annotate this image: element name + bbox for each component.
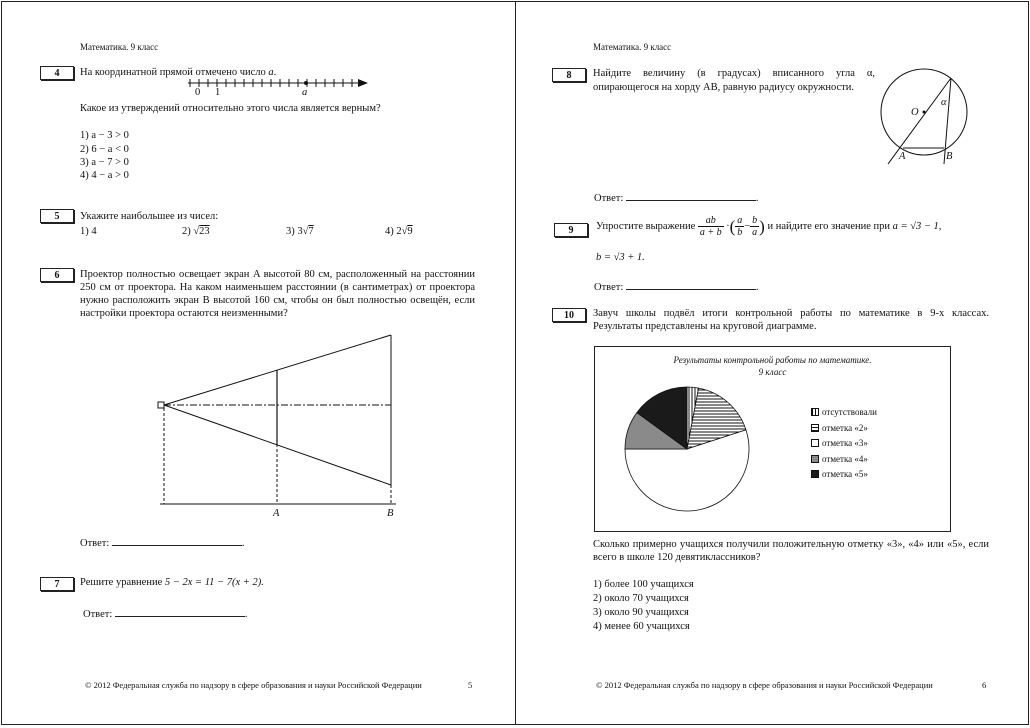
page-5 bbox=[1, 1, 516, 725]
number-line bbox=[182, 74, 372, 104]
q5-option-1: 1) 4 bbox=[80, 226, 97, 237]
page-header: Математика. 9 класс bbox=[80, 42, 159, 52]
page-footer: © 2012 Федеральная служба по надзору в сфере образования и науки Российской Федерации bbox=[596, 680, 933, 690]
q7-answer: Ответ: . bbox=[83, 606, 247, 621]
legend-label: отметка «2» bbox=[822, 422, 868, 433]
tick-label-0: 0 bbox=[195, 87, 201, 98]
question-number: 6 bbox=[40, 268, 74, 282]
question-number: 5 bbox=[40, 209, 74, 223]
page-number: 5 bbox=[468, 680, 473, 690]
fraction: $\frac{ab}{a + b}$ bbox=[699, 215, 722, 238]
q9-text: Упростите выражение $\frac{ab}{a + b}$ ·( $\frac{a}{b}$ − $\frac{b}{a}$ ) и найдите его значение при a = √3 − 1, bbox=[596, 215, 942, 238]
label-a: A bbox=[899, 151, 906, 162]
circle-diagram bbox=[876, 64, 976, 169]
q4-option-3: 3) a − 7 > 0 bbox=[80, 157, 129, 168]
legend-label: отметка «4» bbox=[822, 453, 868, 464]
chart-title: Результаты контрольной работы по математике. bbox=[673, 355, 872, 365]
question-number: 10 bbox=[552, 308, 586, 322]
q5-text: Укажите наибольшее из чисел: bbox=[80, 211, 219, 222]
q5-option-3: 3) 3√7 bbox=[286, 226, 314, 237]
legend-label: отметка «5» bbox=[822, 469, 868, 479]
projector-diagram bbox=[152, 332, 402, 522]
answer-field[interactable] bbox=[112, 535, 242, 546]
page-number: 6 bbox=[982, 680, 987, 690]
q10-question: Сколько примерно учащихся получили положительную отметку «3», «4» или «5», если всего в школе 120 девятиклассников? bbox=[593, 539, 989, 563]
q10-option-4: 4) менее 60 учащихся bbox=[593, 621, 690, 632]
page-header: Математика. 9 класс bbox=[593, 42, 672, 52]
q4-option-4: 4) 4 − a > 0 bbox=[80, 170, 129, 181]
legend-item bbox=[811, 454, 868, 465]
q9-answer: Ответ: . bbox=[594, 279, 758, 294]
legend-item bbox=[811, 438, 868, 449]
q10-option-1: 1) более 100 учащихся bbox=[593, 579, 694, 590]
q10-option-3: 3) около 90 учащихся bbox=[593, 607, 689, 618]
legend-swatch bbox=[811, 408, 819, 416]
page-6 bbox=[515, 1, 1029, 725]
q6-text: Проектор полностью освещает экран A высотой 80 см, расположенный на расстоянии 250 см от проектора. На каком наименьшем расстоянии (в сантиметрах) от проектора нужно расположить экран B высотой 160 см, чтобы он был полностью освещён, если настройки проектора остаются неизменными? bbox=[80, 269, 475, 319]
q8-answer: Ответ: . bbox=[594, 190, 758, 205]
label-o: O bbox=[911, 107, 919, 118]
q4-question: Какое из утверждений относительно этого числа является верным? bbox=[80, 103, 381, 114]
legend-swatch bbox=[811, 455, 819, 463]
answer-field[interactable] bbox=[626, 190, 756, 201]
legend-label: отметка «3» bbox=[822, 438, 868, 448]
legend-swatch bbox=[811, 470, 819, 478]
legend-item bbox=[811, 407, 877, 418]
question-number: 4 bbox=[40, 66, 74, 80]
tick-label-a: a bbox=[302, 87, 308, 98]
q7-text: Решите уравнение 5 − 2x = 11 − 7(x + 2). bbox=[80, 577, 264, 588]
answer-field[interactable] bbox=[626, 279, 756, 290]
label-b: B bbox=[946, 151, 953, 162]
fraction: $\frac{b}{a}$ bbox=[752, 215, 758, 238]
legend-swatch bbox=[811, 439, 819, 447]
label-screen-b: B bbox=[387, 508, 394, 519]
q8-text: Найдите величину (в градусах) вписанного угла α, опирающегося на хорду AB, равную радиусу окружности. bbox=[593, 68, 875, 93]
question-number: 8 bbox=[552, 68, 586, 82]
q5-option-2: 2) √23 bbox=[182, 226, 210, 237]
q10-text: Завуч школы подвёл итоги контрольной работы по математике в 9-х классах. Результаты представлены на круговой диаграмме. bbox=[593, 308, 989, 332]
legend-swatch bbox=[811, 424, 819, 432]
legend-item bbox=[811, 469, 868, 480]
question-number: 9 bbox=[554, 223, 588, 237]
page-footer: © 2012 Федеральная служба по надзору в сфере образования и науки Российской Федерации bbox=[85, 680, 422, 690]
legend-label: отсутствовали bbox=[822, 407, 877, 417]
q4-option-1: 1) a − 3 > 0 bbox=[80, 130, 129, 141]
pie-chart-frame bbox=[594, 346, 951, 532]
q9-b-value: b = √3 + 1. bbox=[596, 252, 645, 263]
q4-text: На координатной прямой отмечено число a. bbox=[80, 67, 277, 78]
legend-item bbox=[811, 423, 868, 434]
point-a bbox=[304, 81, 308, 85]
chart-legend bbox=[811, 407, 941, 487]
tick-label-1: 1 bbox=[215, 87, 221, 98]
q6-answer: Ответ: . bbox=[80, 535, 244, 550]
q4-option-2: 2) 6 − a < 0 bbox=[80, 144, 129, 155]
q5-option-4: 4) 2√9 bbox=[385, 226, 413, 237]
chart-subtitle: 9 класс bbox=[758, 367, 787, 377]
answer-field[interactable] bbox=[115, 606, 245, 617]
question-number: 7 bbox=[40, 577, 74, 591]
label-alpha: α bbox=[941, 97, 947, 108]
fraction: $\frac{a}{b}$ bbox=[737, 215, 743, 238]
q10-option-2: 2) около 70 учащихся bbox=[593, 593, 689, 604]
label-screen-a: A bbox=[273, 508, 280, 519]
